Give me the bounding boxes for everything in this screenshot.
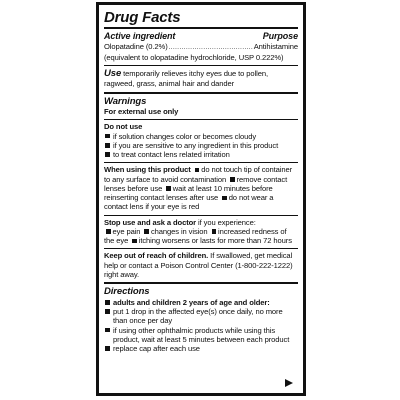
when-using-heading: When using this product [104,165,191,175]
ingredient-equivalence-note: (equivalent to olopatadine hydrochloride, USP 0.222%) [104,52,284,62]
active-ingredient-section [104,29,298,66]
ingredient-name: Olopatadine (0.2%) [104,42,168,52]
when-using-item: do not wear a contact lens if your eye is red [104,193,274,212]
external-use-warning: For external use only [104,107,179,117]
list-item: put 1 drop in the affected eye(s) once daily, no more than once per day [104,307,298,326]
bullet-square-icon [166,186,171,191]
do-not-use-heading: Do not use [104,122,143,132]
bullet-square-icon [144,229,149,234]
directions-heading: Directions [104,286,150,298]
list-item: to treat contact lens related irritation [104,150,298,159]
directions-group: adults and children 2 years of age and older: [104,298,298,307]
drug-facts-title: Drug Facts [104,9,181,26]
do-not-use-section [104,120,298,163]
use-text: temporarily relieves itchy eyes due to pollen, ragweed, grass, animal hair and dander [104,68,268,89]
keep-out-section [104,249,298,284]
title-section [104,9,298,29]
when-using-section [104,163,298,215]
bullet-square-icon [230,177,235,182]
list-item: if solution changes color or becomes cloudy [104,132,298,141]
stop-use-item: itching worsens or lasts for more than 72 hours [138,236,292,246]
keep-out-text: If swallowed, get medical help or contact a Poison Control Center (1-800-222-1222) right away. [104,251,293,279]
list-item: if you are sensitive to any ingredient in this product [104,141,298,150]
warnings-heading: Warnings [104,95,147,107]
dot-leader [169,45,253,52]
bullet-square-icon [212,229,217,234]
when-using-item: remove contact lenses before use [104,174,288,193]
active-ingredient-header-row [104,31,298,42]
ingredient-row [104,42,298,52]
bullet-square-icon [132,239,137,244]
do-not-use-list [104,132,298,160]
active-ingredient-heading: Active ingredient [104,31,176,42]
when-using-item: wait at least 10 minutes before reinserting contact lenses after use [104,183,273,203]
stop-use-item: changes in vision [150,226,208,236]
bullet-square-icon [222,196,227,201]
when-using-item: do not touch tip of container to any surface to avoid contamination [104,165,293,184]
keep-out-heading: Keep out of reach of children. [104,251,209,261]
use-heading: Use [104,67,122,79]
stop-use-heading: Stop use and ask a doctor [104,217,197,227]
stop-use-item: increased redness of the eye [104,226,287,246]
bullet-square-icon [195,168,200,173]
list-item: if using other ophthalmic products while using this product, wait at least 5 minutes between each product [104,326,298,345]
stop-use-lead: if you experience: [196,217,256,227]
stop-use-section [104,216,298,250]
stop-use-item: eye pain [112,226,141,236]
purpose-heading: Purpose [262,31,298,42]
directions-list [104,298,298,354]
directions-section [104,284,298,353]
drug-facts-label [96,2,306,396]
warnings-header-section [104,94,298,121]
continue-arrow-icon [285,379,293,387]
use-section [104,66,298,94]
ingredient-purpose: Antihistamine [253,42,298,52]
list-item: replace cap after each use [104,344,298,353]
bullet-square-icon [106,229,111,234]
